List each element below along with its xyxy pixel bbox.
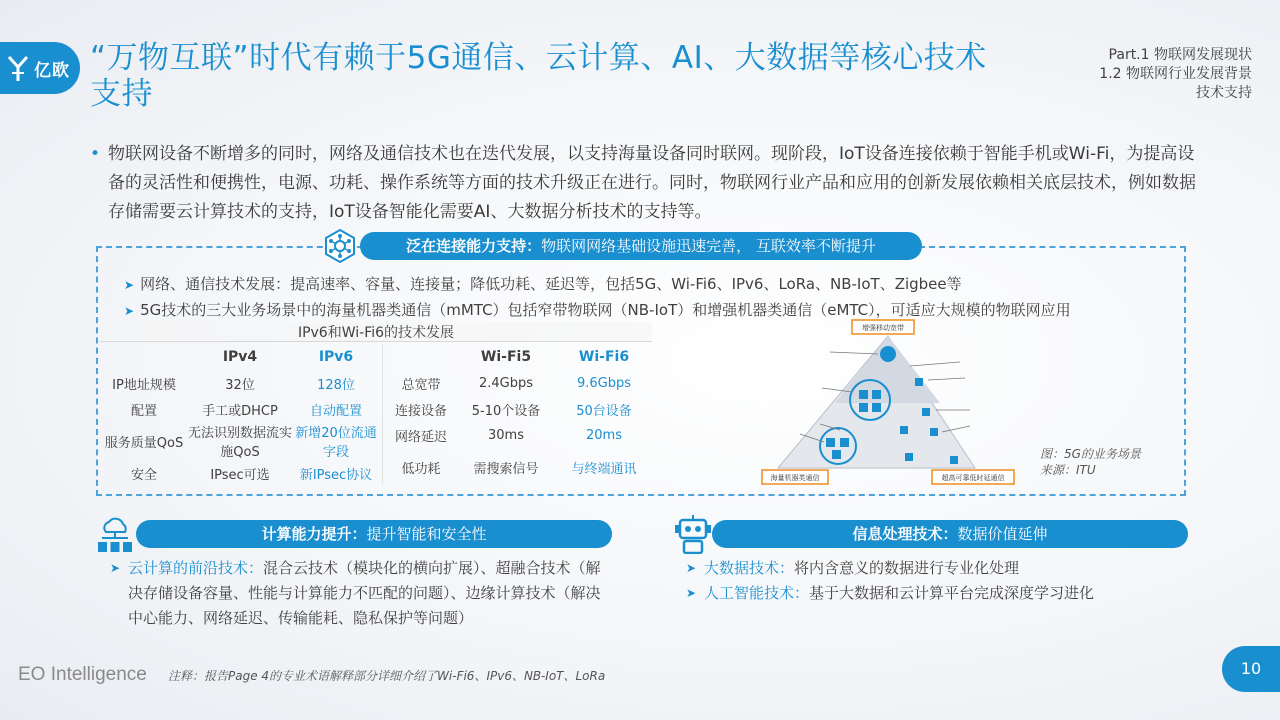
table-row: IP地址规模 32位 128位 xyxy=(112,377,355,393)
computing-bullets xyxy=(110,556,610,631)
list-item: ➤ 网络、通信技术发展：提高速率、容量、连接量；降低功耗、延迟等，包括5G、Wi-Fi6、IPv6、LoRa、NB-IoT、Zigbee等 xyxy=(124,275,962,293)
breadcrumb-section: 1.2 物联网行业发展背景 xyxy=(1099,66,1252,82)
arrow-icon: ➤ xyxy=(110,561,121,575)
pyramid-top-label: 增强移动宽带 xyxy=(862,324,904,332)
logo xyxy=(0,42,80,94)
logo-text: 亿欧 xyxy=(34,60,70,81)
table-header-row: Wi-Fi5 Wi-Fi6 xyxy=(480,349,630,365)
robot-icon xyxy=(674,514,712,554)
cloud-server-icon xyxy=(96,516,134,554)
arrow-icon: ➤ xyxy=(124,304,135,318)
table-row: 配置 手工或DHCP 自动配置 xyxy=(130,403,362,419)
table-row: 网络延迟 30ms 20ms xyxy=(394,427,622,445)
list-item: ➤ 5G技术的三大业务场景中的海量机器类通信（mMTC）包括窄带物联网（NB-IoT）和增强机器类通信（eMTC），可适应大规模的物联网应用 xyxy=(124,301,1071,319)
table-divider xyxy=(382,344,383,484)
intro-paragraph: • 物联网设备不断增多的同时，网络及通信技术也在迭代发展，以支持海量设备同时联网。现阶段，IoT设备连接依赖于智能手机或Wi-Fi，为提高设备的灵活性和便携性，电源、功耗、操作系统等方面的技术升级正在进行。同时，物联网行业产品和应用的创新发展依赖相关底层技术，例如数据存储需要云计算技术的支持，IoT设备智能化需要AI、大数据分析技术的支持等。 xyxy=(88,140,1200,227)
breadcrumb-part: Part.1 物联网发展现状 xyxy=(1108,47,1252,63)
list-item: ➤ 人工智能技术：基于大数据和云计算平台完成深度学习进化 xyxy=(686,581,1166,606)
pyramid-left-label: 海量机器类通信 xyxy=(770,474,820,482)
figure-caption: 图：5G的业务场景 来源：ITU xyxy=(1040,447,1141,477)
table-row: 低功耗 需搜索信号 与终端通讯 xyxy=(401,461,637,477)
tables-title: IPv6和Wi-Fi6的技术发展 xyxy=(100,322,652,342)
logo-mark-icon xyxy=(6,53,30,83)
arrow-icon: ➤ xyxy=(686,586,697,600)
footer-note: 注释：报告Page 4的专业术语解释部分详细介绍了Wi-Fi6、IPv6、NB-IoT、LoRa xyxy=(168,669,606,683)
arrow-icon: ➤ xyxy=(686,561,697,575)
table-row: 服务质量QoS 无法识别数据流实施QoS 新增20位流通字段 xyxy=(104,426,377,460)
page-title: “万物互联”时代有赖于5G通信、云计算、AI、大数据等核心技术支持 xyxy=(90,40,987,112)
footer-brand: EO Intelligence xyxy=(18,664,147,685)
list-item: ➤ 大数据技术：将内含意义的数据进行专业化处理 xyxy=(686,556,1166,581)
page-number: 10 xyxy=(1222,646,1280,692)
tech-tables xyxy=(100,322,652,486)
connectivity-banner-text: 物联网网络基础设施迅速完善， 互联效率不断提升 xyxy=(541,237,876,255)
list-item: ➤ 云计算的前沿技术：混合云技术（模块化的横向扩展）、超融合技术（解决存储设备容量、性能与计算能力不匹配的问题）、边缘计算技术（解决中心能力、网络延迟、传输能耗、隐私保护等问题） xyxy=(110,556,610,631)
breadcrumb-topic: 技术支持 xyxy=(1196,85,1252,101)
connectivity-bullets xyxy=(124,272,1071,324)
computing-banner: 计算能力提升：提升智能和安全性 xyxy=(136,520,612,548)
info-processing-bullets xyxy=(686,556,1166,606)
network-hub-icon xyxy=(322,228,358,264)
connectivity-banner-key: 泛在连接能力支持： xyxy=(406,237,542,255)
ipv-table xyxy=(100,344,380,486)
arrow-icon: ➤ xyxy=(124,278,135,292)
info-processing-banner: 信息处理技术：数据价值延伸 xyxy=(712,520,1188,548)
pyramid-right-label: 超高可靠低时延通信 xyxy=(941,474,1005,482)
table-row: 安全 IPsec可选 新IPsec协议 xyxy=(130,467,373,483)
wifi-table xyxy=(386,344,652,486)
connectivity-banner xyxy=(360,232,922,260)
table-header-row: IPv4 IPv6 xyxy=(222,349,354,365)
table-row: 总宽带 2.4Gbps 9.6Gbps xyxy=(401,375,632,393)
table-row: 连接设备 5-10个设备 50台设备 xyxy=(394,403,632,419)
breadcrumb xyxy=(1099,46,1252,103)
5g-scenarios-pyramid xyxy=(760,318,1030,488)
